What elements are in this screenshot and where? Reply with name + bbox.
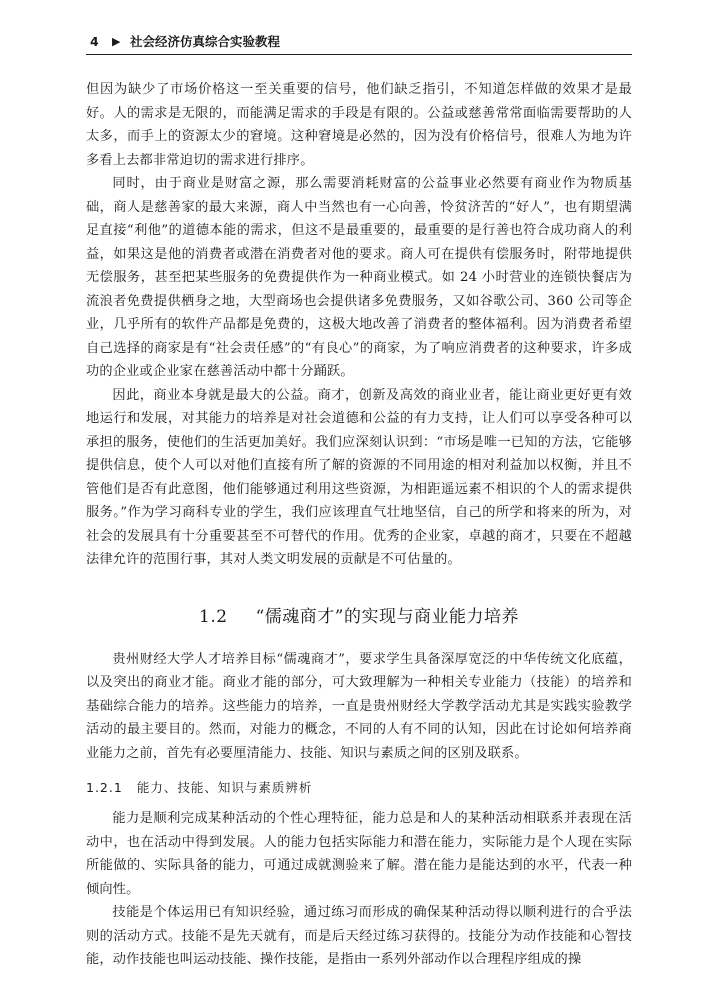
subsection-number: 1.2.1 bbox=[86, 780, 123, 795]
paragraph-1: 但因为缺少了市场价格这一至关重要的信号，他们缺乏指引，不知道怎样做的效果才是最好。人的需求是无限的，而能满足需求的手段是有限的。公益或慈善常常面临需要帮助的人太多，而手上的资源太少的窘境。这种窘境是必然的，因为没有价格信号，很难人为地为许多看上去都非常迫切的需求进行排序。 bbox=[86, 82, 632, 168]
page-body bbox=[86, 78, 632, 972]
section-number: 1.2 bbox=[199, 606, 228, 627]
paragraph-4: 贵州财经大学人才培养目标“儒魂商才”，要求学生具备深厚宽泛的中华传统文化底蕴，以及突出的商业才能。商业才能的部分，可大致理解为一种相关专业能力（技能）的培养和基础综合能力的培养。这些能力的培养，一直是贵州财经大学教学活动尤其是实践实验教学活动的最主要目的。然而，对能力的概念，不同的人有不同的认知，因此在讨论如何培养商业能力之前，首先有必要厘清能力、技能、知识与素质之间的区别及联系。 bbox=[86, 651, 632, 761]
paragraph-3: 因此，商业本身就是最大的公益。商才，创新及高效的商业业者，能让商业更好更有效地运行和发展，对其能力的培养是对社会道德和公益的有力支持，让人们可以享受各种可以承担的服务，使他们的生活更加美好。我们应深刻认识到：“市场是唯一已知的方法，它能够提供信息，使个人可以对他们直接有所了解的资源的不同用途的相对利益加以权衡，并且不管他们是否有此意图，他们能够通过利用这些资源，为相距遥远素不相识的个人的需求提供服务。”作为学习商科专业的学生，我们应该理直气壮地坚信，自己的所学和将来的所为，对社会的发展具有十分重要甚至不可替代的作用。优秀的企业家，卓越的商才，只要在不超越法律允许的范围行事，其对人类文明发展的贡献是不可估量的。 bbox=[86, 387, 632, 567]
subsection-heading bbox=[86, 777, 632, 799]
book-title: 社会经济仿真综合实验教程 bbox=[130, 34, 281, 49]
paragraph-5: 能力是顺利完成某种活动的个性心理特征，能力总是和人的某种活动相联系并表现在活动中，也在活动中得到发展。人的能力包括实际能力和潜在能力，实际能力是个人现在实际所能做的、实际具备的能力，可通过成就测验来了解。潜在能力是能达到的水平，代表一种倾向性。 bbox=[86, 811, 632, 897]
triangle-marker-icon: ▶ bbox=[112, 35, 121, 48]
section-heading bbox=[86, 604, 632, 630]
section-title: “儒魂商才”的实现与商业能力培养 bbox=[255, 606, 519, 627]
page-number: 4 bbox=[90, 34, 99, 49]
running-header bbox=[86, 32, 632, 55]
subsection-title: 能力、技能、知识与素质辨析 bbox=[136, 780, 313, 795]
paragraph-2: 同时，由于商业是财富之源，那么需要消耗财富的公益事业必然要有商业作为物质基础，商人是慈善家的最大来源，商人中当然也有一心向善，怜贫济苦的“好人”，也有期望满足直接“利他”的道德本能的需求，但这不是最重要的，最重要的是行善也符合成功商人的利益，如果这是他的消费者或潜在消费者对他的要求。商人可在提供有偿服务时，附带地提供无偿服务，甚至把某些服务的免费提供作为一种商业模式。如 24 小时营业的连锁快餐店为流浪者免费提供栖身之地，大型商场也会提供诸多免费服务，又如谷歌公司、360 公司等企业，几乎所有的软件产品都是免费的，这极大地改善了消费者的整体福利。因为消费者希望自己选择的商家是有“社会责任感”的“有良心”的商家，为了响应消费者的这种要求，许多成功的企业或企业家在慈善活动中都十分踊跃。 bbox=[86, 176, 632, 379]
paragraph-6: 技能是个体运用已有知识经验，通过练习而形成的确保某种活动得以顺利进行的合乎法则的活动方式。技能不是先天就有，而是后天经过练习获得的。技能分为动作技能和心智技能，动作技能也叫运动技能、操作技能，是指由一系列外部动作以合理程序组成的操 bbox=[86, 905, 632, 967]
